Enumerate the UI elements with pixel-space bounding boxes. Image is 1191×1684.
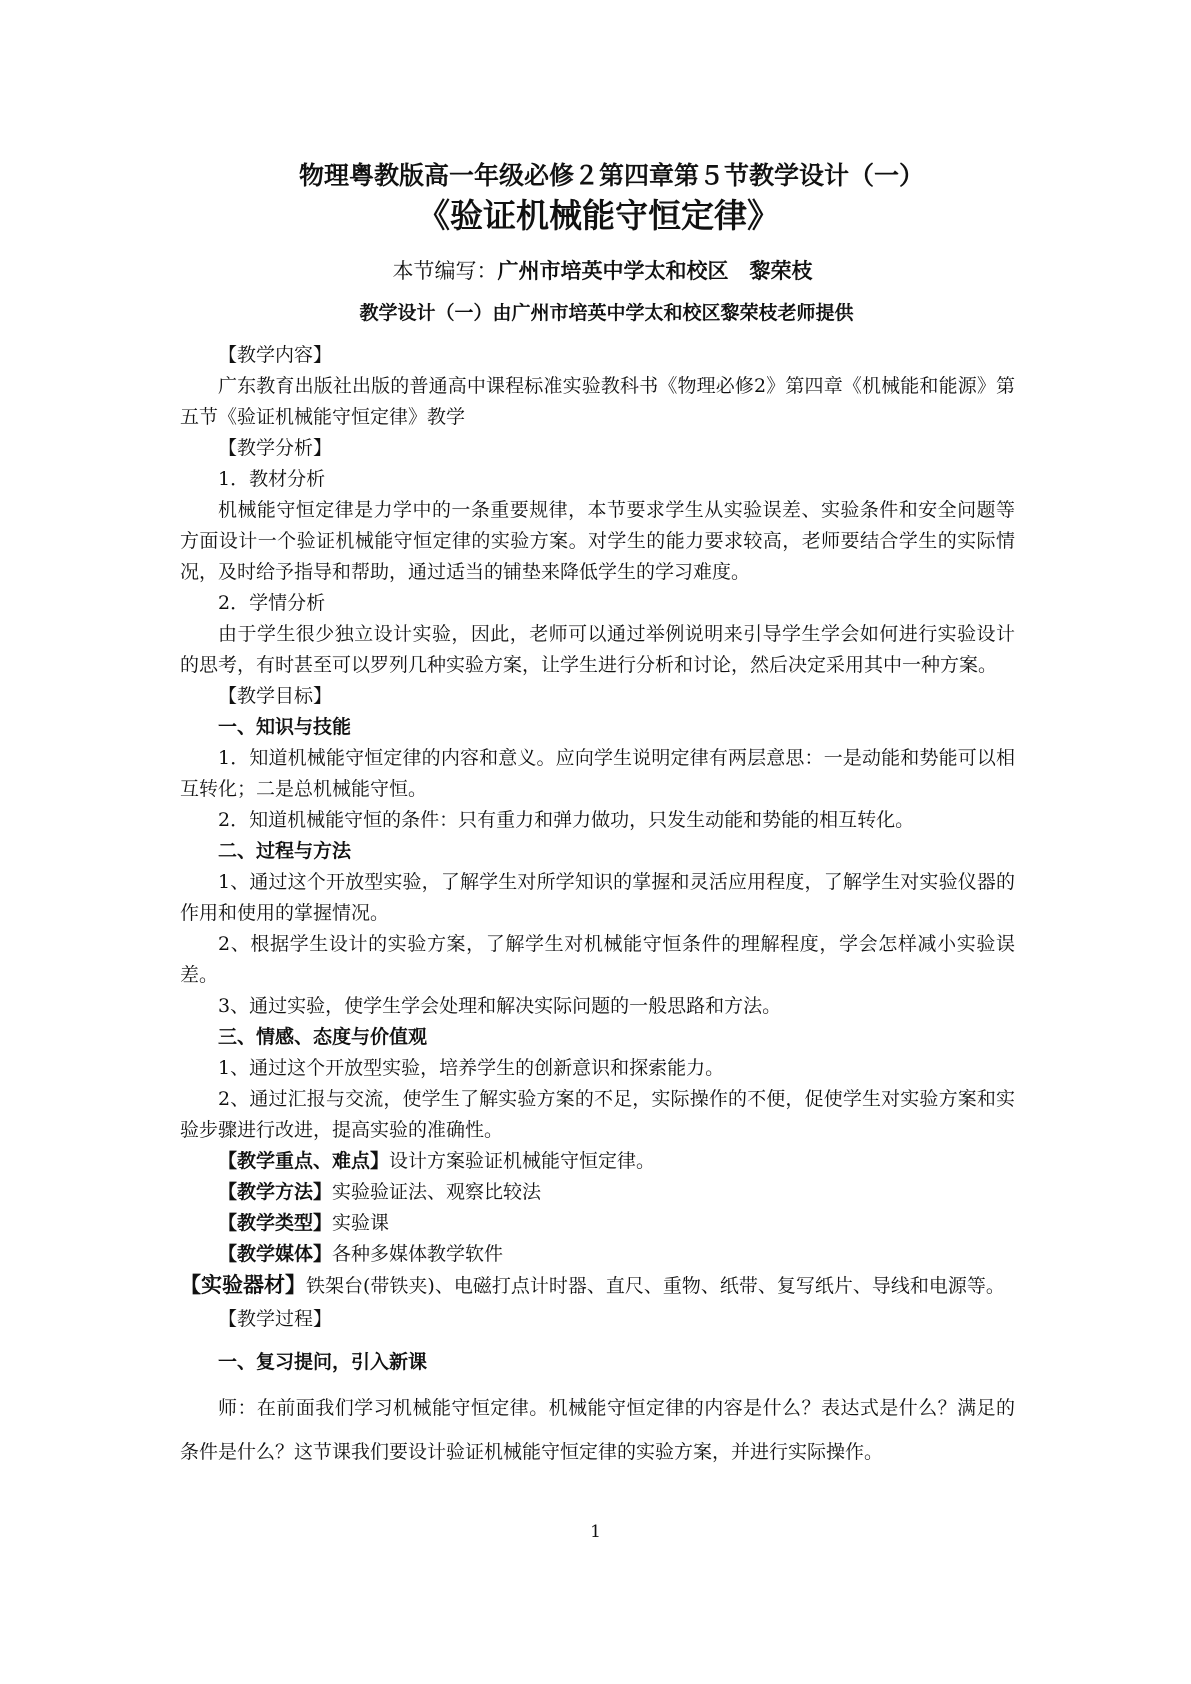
provider-line: 教学设计（一）由广州市培英中学太和校区黎荣枝老师提供 (359, 302, 854, 324)
process-heading: 【教学过程】 (218, 1308, 333, 1330)
equipment-label: 【实验器材】 (180, 1273, 306, 1297)
content-text: 广东教育出版社出版的普通高中课程标准实验教科书《物理必修2》第四章《机械能和能源》第五节《验证机械能守恒定律》教学 (180, 375, 1015, 428)
method-value: 实验验证法、观察比较法 (332, 1181, 542, 1203)
key-points-row (180, 1146, 1015, 1177)
teacher-text: 师：在前面我们学习机械能守恒定律。机械能守恒定律的内容是什么？表达式是什么？满足的条件是什么？这节课我们要设计验证机械能守恒定律的实验方案，并进行实际操作。 (180, 1397, 1015, 1463)
title-line1: 物理粤教版高一年级必修２第四章第５节教学设计（一） (298, 161, 924, 190)
equipment-row (180, 1270, 1015, 1302)
equipment-value: 铁架台(带铁夹)、电磁打点计时器、直尺、重物、纸带、复写纸片、导线和电源等。 (306, 1275, 1005, 1297)
goals-attitude-item: 2、通过汇报与交流，使学生了解实验方案的不足，实际操作的不便，促使学生对实验方案和实验步骤进行改进，提高实验的准确性。 (180, 1088, 1015, 1141)
author-value: 广州市培英中学太和校区 黎荣枝 (497, 259, 813, 283)
goals-heading: 【教学目标】 (218, 685, 333, 707)
type-value: 实验课 (332, 1212, 390, 1234)
media-label: 【教学媒体】 (218, 1243, 333, 1265)
type-label: 【教学类型】 (218, 1212, 333, 1234)
method-row (180, 1177, 1015, 1208)
content-heading: 【教学内容】 (218, 344, 333, 366)
goals-attitude-title: 三、情感、态度与价值观 (218, 1026, 428, 1048)
analysis-item1-title: 1．教材分析 (218, 468, 326, 490)
analysis-item1-text: 机械能守恒定律是力学中的一条重要规律，本节要求学生从实验误差、实验条件和安全问题等方面设计一个验证机械能守恒定律的实验方案。对学生的能力要求较高，老师要结合学生的实际情况，及时给予指导和帮助，通过适当的铺垫来降低学生的学习难度。 (180, 499, 1015, 583)
goals-process-title: 二、过程与方法 (218, 840, 352, 862)
goals-process-item: 3、通过实验，使学生学会处理和解决实际问题的一般思路和方法。 (218, 995, 782, 1017)
goals-knowledge-item: 1．知道机械能守恒定律的内容和意义。应向学生说明定律有两层意思：一是动能和势能可以相互转化；二是总机械能守恒。 (180, 747, 1015, 800)
author-label: 本节编写： (392, 259, 498, 283)
analysis-heading: 【教学分析】 (218, 437, 333, 459)
process-step1-title: 一、复习提问，引入新课 (218, 1351, 428, 1373)
goals-knowledge-title: 一、知识与技能 (218, 716, 352, 738)
page-content (180, 158, 1015, 1474)
type-row (180, 1208, 1015, 1239)
goals-attitude-item: 1、通过这个开放型实验，培养学生的创新意识和探索能力。 (218, 1057, 725, 1079)
method-label: 【教学方法】 (218, 1181, 333, 1203)
media-value: 各种多媒体教学软件 (332, 1243, 504, 1265)
goals-process-item: 1、通过这个开放型实验，了解学生对所学知识的掌握和灵活应用程度，了解学生对实验仪器的作用和使用的掌握情况。 (180, 871, 1015, 924)
title-line2: 《验证机械能守恒定律》 (417, 196, 780, 235)
analysis-item2-text: 由于学生很少独立设计实验，因此，老师可以通过举例说明来引导学生学会如何进行实验设计的思考，有时甚至可以罗列几种实验方案，让学生进行分析和讨论，然后决定采用其中一种方案。 (180, 623, 1015, 676)
key-points-value: 设计方案验证机械能守恒定律。 (389, 1150, 656, 1172)
analysis-item2-title: 2．学情分析 (218, 592, 326, 614)
goals-process-item: 2、根据学生设计的实验方案，了解学生对机械能守恒条件的理解程度，学会怎样减小实验误差。 (180, 933, 1015, 986)
key-points-label: 【教学重点、难点】 (218, 1150, 390, 1172)
media-row (180, 1239, 1015, 1270)
author-line (190, 256, 1015, 286)
goals-knowledge-item: 2．知道机械能守恒的条件：只有重力和弹力做功，只发生动能和势能的相互转化。 (218, 809, 915, 831)
page-number: 1 (590, 1522, 601, 1542)
